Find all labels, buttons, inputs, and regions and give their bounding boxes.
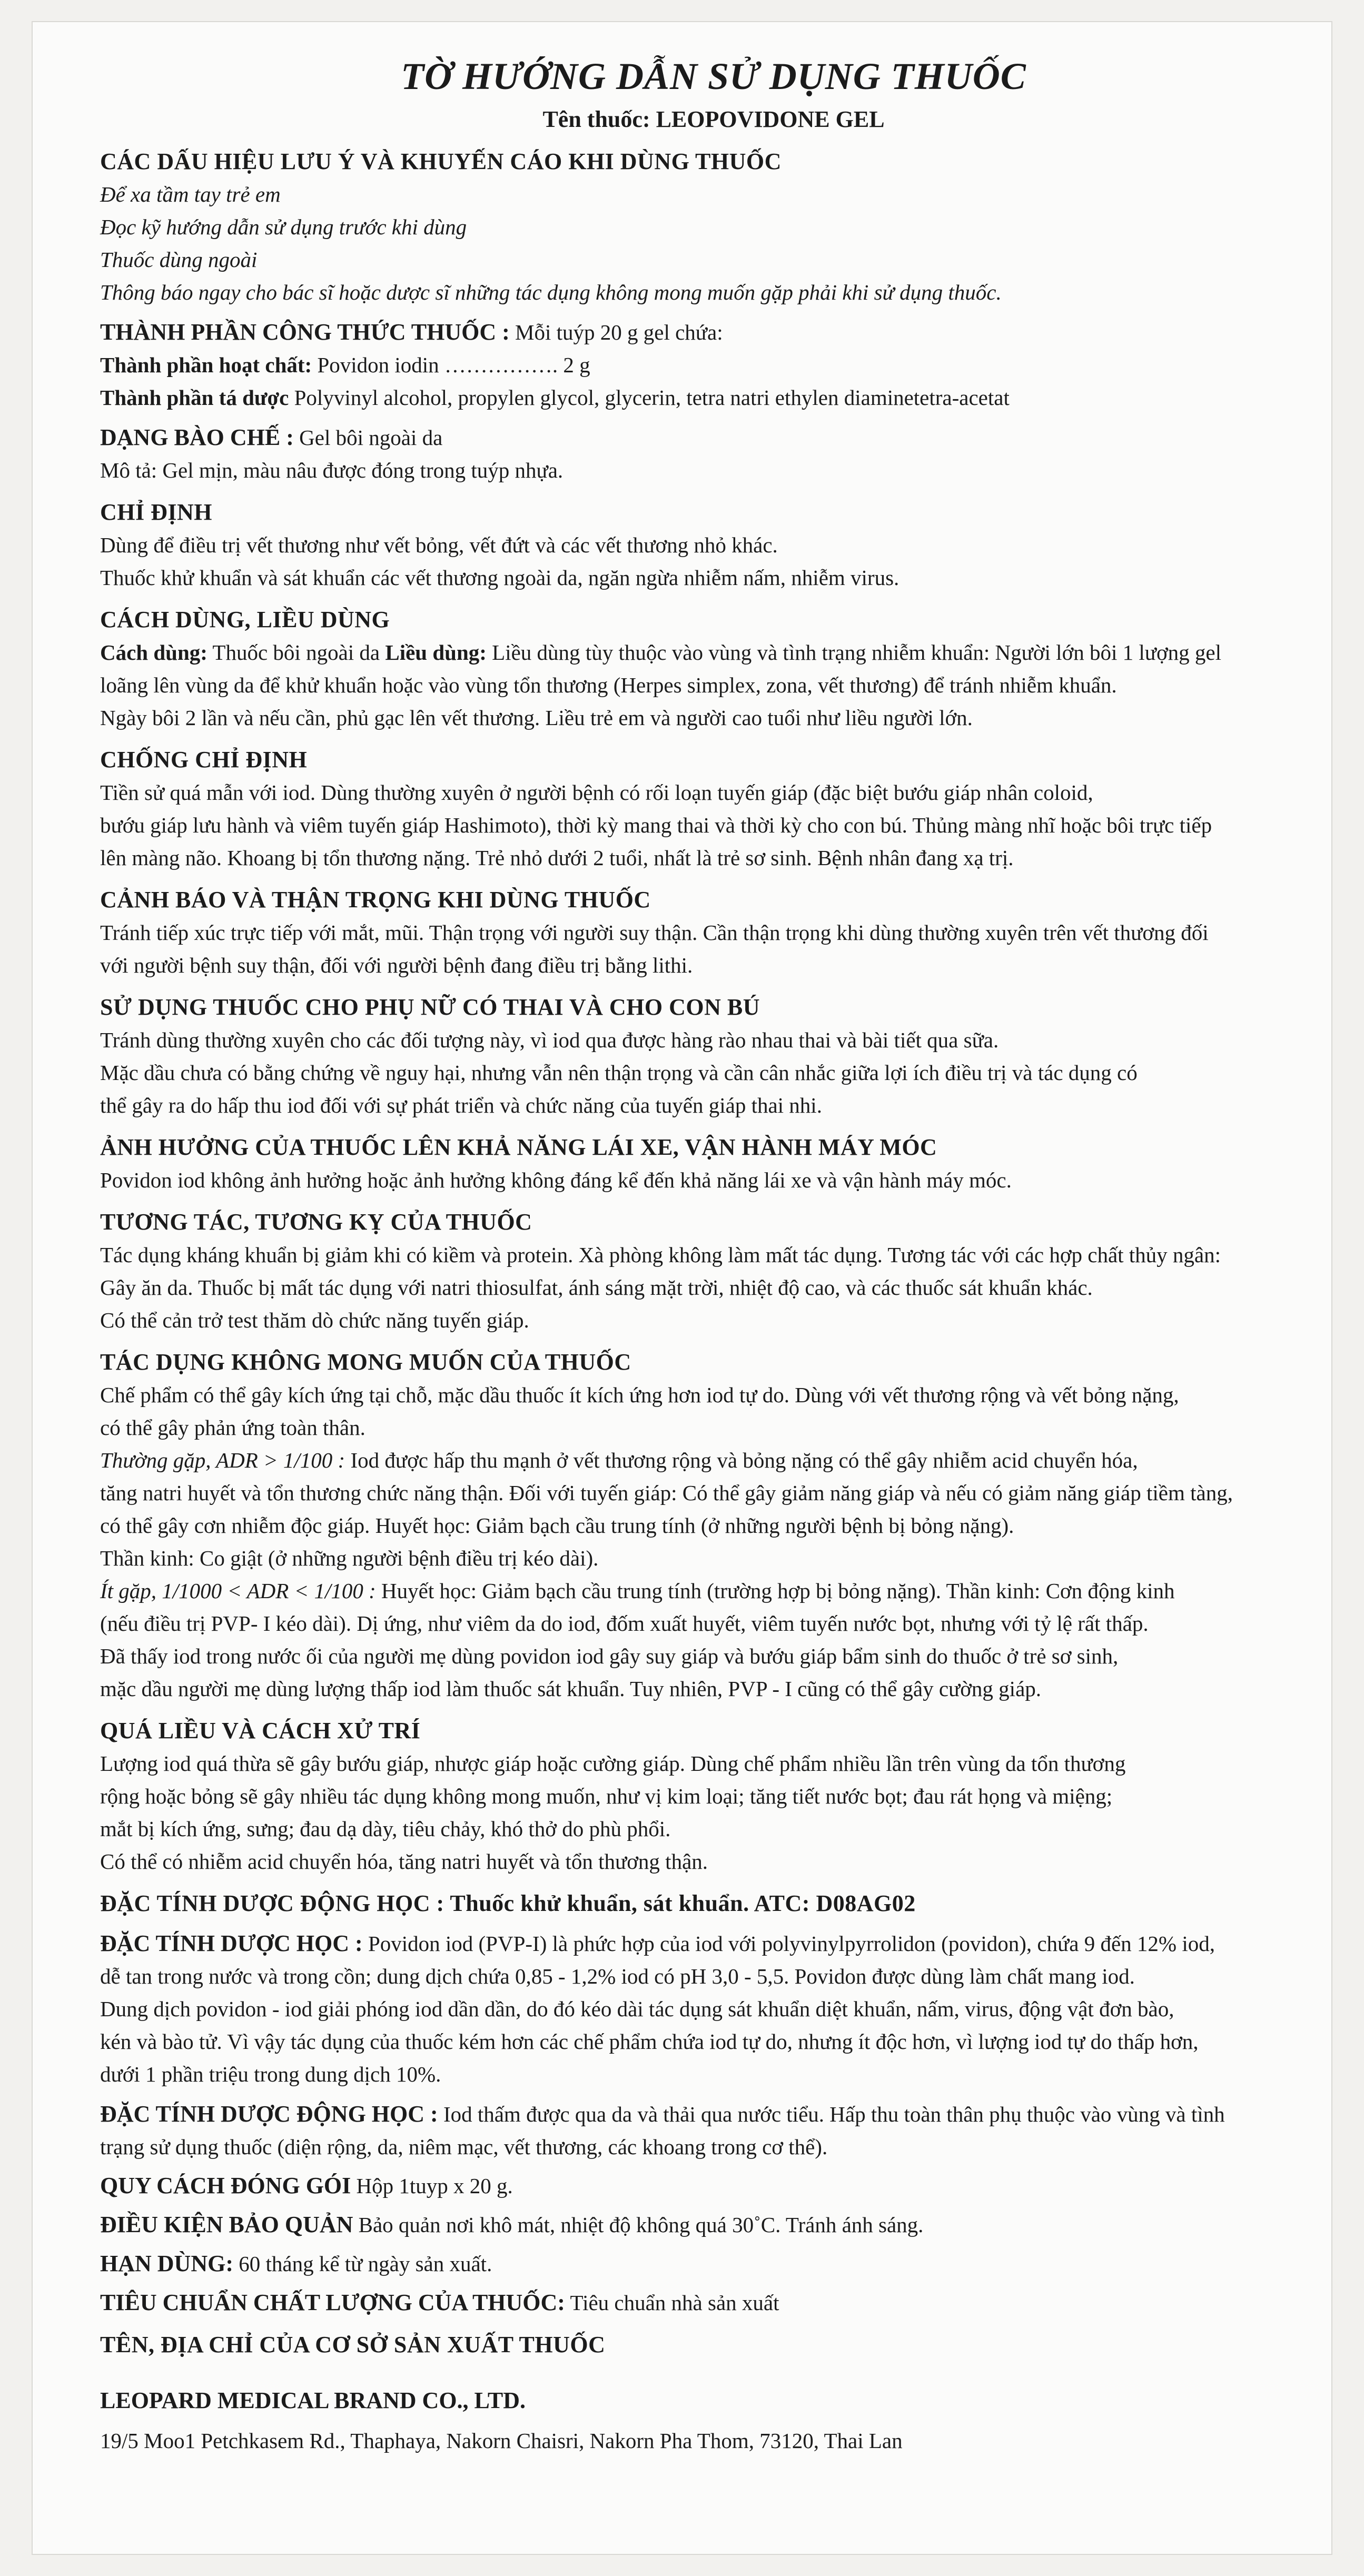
indication-line: Dùng để điều trị vết thương như vết bỏng, vết đứt và các vết thương nhỏ khác. <box>100 533 778 557</box>
section-contraindication-heading: CHỐNG CHỈ ĐỊNH <box>100 747 308 772</box>
interactions-line: Gây ăn da. Thuốc bị mất tác dụng với natri thiosulfat, ánh sáng mặt trời, nhiệt độ cao, và các thuốc sát khuẩn khác. <box>100 1275 1093 1300</box>
pregnancy-line: thể gây ra do hấp thu iod đối với sự phát triển và chức năng của tuyến giáp thai nhi. <box>100 1093 822 1117</box>
storage-text: Bảo quản nơi khô mát, nhiệt độ không quá 30˚C. Tránh ánh sáng. <box>353 2213 924 2237</box>
dose-label: Liều dùng: <box>385 640 487 665</box>
interactions-line: Có thể cản trở test thăm dò chức năng tuyến giáp. <box>100 1308 529 1332</box>
adverse-line: Thần kinh: Co giật (ở những người bệnh điều trị kéo dài). <box>100 1546 599 1570</box>
leaflet-content <box>100 42 1327 2457</box>
manufacturer-address: 19/5 Moo1 Petchkasem Rd., Thaphaya, Nakorn Chaisri, Nakorn Pha Thom, 73120, Thai Lan <box>100 2429 903 2453</box>
shelf-life-text: 60 tháng kể từ ngày sản xuất. <box>233 2252 492 2276</box>
section-driving-heading: ẢNH HƯỞNG CỦA THUỐC LÊN KHẢ NĂNG LÁI XE, VẬN HÀNH MÁY MÓC <box>100 1134 937 1160</box>
excipient-text: Polyvinyl alcohol, propylen glycol, glycerin, tetra natri ethylen diaminetetra-acetat <box>289 385 1010 410</box>
warnings-line: Thuốc dùng ngoài <box>100 247 258 272</box>
pharmacokinetics-heading: ĐẶC TÍNH DƯỢC ĐỘNG HỌC : <box>100 2101 438 2127</box>
excipient-line <box>100 381 1327 414</box>
drug-name: Tên thuốc: LEOPOVIDONE GEL <box>542 106 885 132</box>
active-ingredient-line <box>100 349 1327 381</box>
pharmacology-heading: ĐẶC TÍNH DƯỢC HỌC : <box>100 1930 363 1956</box>
overdose-line: rộng hoặc bỏng sẽ gây nhiều tác dụng không mong muốn, như vị kim loại; tăng tiết nước bọt; đau rát họng và miệng; <box>100 1784 1113 1808</box>
section-manufacturer-heading: TÊN, ĐỊA CHỈ CỦA CƠ SỞ SẢN XUẤT THUỐC <box>100 2332 606 2357</box>
excipient-label: Thành phần tá dược <box>100 385 289 410</box>
section-standard <box>100 2286 1327 2319</box>
contraindication-line: lên màng não. Khoang bị tổn thương nặng. Trẻ nhỏ dưới 2 tuổi, nhất là trẻ sơ sinh. Bệnh nhân đang xạ trị. <box>100 846 1014 870</box>
usage-label: Cách dùng: <box>100 640 207 665</box>
adverse-rare-label: Ít gặp, 1/1000 < ADR < 1/100 : <box>100 1579 376 1603</box>
section-warnings-heading: CÁC DẤU HIỆU LƯU Ý VÀ KHUYẾN CÁO KHI DÙNG THUỐC <box>100 148 782 174</box>
standard-text: Tiêu chuẩn nhà sản xuất <box>565 2291 779 2315</box>
warnings-line: Đọc kỹ hướng dẫn sử dụng trước khi dùng <box>100 215 467 239</box>
section-dosage-form <box>100 421 1327 454</box>
section-indication-heading: CHỈ ĐỊNH <box>100 499 213 525</box>
active-ingredient-text: Povidon iodin ……………. 2 g <box>312 353 590 377</box>
warnings-line: Thông báo ngay cho bác sĩ hoặc dược sĩ những tác dụng không mong muốn gặp phải khi sử dụng thuốc. <box>100 280 1002 304</box>
adverse-common-line <box>100 1444 1327 1477</box>
precautions-line: với người bệnh suy thận, đối với người bệnh đang điều trị bằng lithi. <box>100 953 693 977</box>
driving-line: Povidon iod không ảnh hưởng hoặc ảnh hưởng không đáng kể đến khả năng lái xe và vận hành máy móc. <box>100 1168 1012 1192</box>
leaflet-sheet <box>32 21 1332 2555</box>
pharmacology-line: Dung dịch povidon - iod giải phóng iod dần dần, do đó kéo dài tác dụng sát khuẩn diệt khuẩn, nấm, virus, động vật đơn bào, <box>100 1997 1174 2021</box>
composition-heading: THÀNH PHẦN CÔNG THỨC THUỐC : <box>100 319 510 345</box>
adverse-line: Đã thấy iod trong nước ối của người mẹ dùng povidon iod gây suy giáp và bướu giáp bẩm sinh do thuốc ở trẻ sơ sinh, <box>100 1644 1119 1668</box>
adverse-line: Chế phẩm có thể gây kích ứng tại chỗ, mặc dầu thuốc ít kích ứng hơn iod tự do. Dùng với vết thương rộng và vết bỏng nặng, <box>100 1383 1179 1407</box>
pharmacokinetics-heading-rest: Iod thấm được qua da và thải qua nước tiểu. Hấp thu toàn thân phụ thuộc vào vùng và tình <box>438 2102 1225 2126</box>
manufacturer-name: LEOPARD MEDICAL BRAND CO., LTD. <box>100 2387 526 2413</box>
dosage-form-heading: DẠNG BÀO CHẾ : <box>100 424 294 450</box>
adverse-line: có thể gây phản ứng toàn thân. <box>100 1415 365 1440</box>
dose-text: Liều dùng tùy thuộc vào vùng và tình trạng nhiễm khuẩn: Người lớn bôi 1 lượng gel <box>486 640 1222 665</box>
section-overdose-heading: QUÁ LIỀU VÀ CÁCH XỬ TRÍ <box>100 1718 421 1743</box>
pharmacology-heading-rest: Povidon iod (PVP-I) là phức hợp của iod với polyvinylpyrrolidon (povidon), chứa 9 đến 12% iod, <box>362 1931 1215 1956</box>
shelf-life-heading: HẠN DÙNG: <box>100 2251 233 2276</box>
section-pharmacology <box>100 1927 1327 1960</box>
warnings-line: Để xa tầm tay trẻ em <box>100 182 281 206</box>
usage-line: loãng lên vùng da để khử khuẩn hoặc vào vùng tổn thương (Herpes simplex, zona, vết thương) để tránh nhiễm khuẩn. <box>100 673 1117 697</box>
precautions-line: Tránh tiếp xúc trực tiếp với mắt, mũi. Thận trọng với người suy thận. Cần thận trọng khi dùng thường xuyên trên vết thương đối <box>100 920 1209 945</box>
section-interactions-heading: TƯƠNG TÁC, TƯƠNG KỴ CỦA THUỐC <box>100 1209 532 1235</box>
overdose-line: Có thể có nhiễm acid chuyển hóa, tăng natri huyết và tổn thương thận. <box>100 1849 708 1874</box>
adverse-common-text: Iod được hấp thu mạnh ở vết thương rộng và bỏng nặng có thể gây nhiễm acid chuyển hóa, <box>345 1448 1138 1472</box>
standard-heading: TIÊU CHUẨN CHẤT LƯỢNG CỦA THUỐC: <box>100 2290 565 2315</box>
section-adverse-heading: TÁC DỤNG KHÔNG MONG MUỐN CỦA THUỐC <box>100 1349 631 1375</box>
section-storage <box>100 2208 1327 2241</box>
usage-text: Thuốc bôi ngoài da <box>207 640 386 665</box>
adverse-rare-line <box>100 1574 1327 1607</box>
adverse-line: (nếu điều trị PVP- I kéo dài). Dị ứng, như viêm da do iod, đốm xuất huyết, viêm tuyến nước bọt, nhưng với tỷ lệ rất thấp. <box>100 1611 1149 1636</box>
pharmacology-line: kén và bào tử. Vì vậy tác dụng của thuốc kém hơn các chế phẩm chứa iod tự do, nhưng ít độc hơn, vì lượng iod tự do thấp hơn, <box>100 2029 1199 2054</box>
section-composition <box>100 316 1327 349</box>
pharmacology-line: dưới 1 phần triệu trong dung dịch 10%. <box>100 2062 441 2086</box>
section-pregnancy-heading: SỬ DỤNG THUỐC CHO PHỤ NỮ CÓ THAI VÀ CHO CON BÚ <box>100 994 760 1020</box>
section-packaging <box>100 2169 1327 2202</box>
pregnancy-line: Tránh dùng thường xuyên cho các đối tượng này, vì iod qua được hàng rào nhau thai và bài tiết qua sữa. <box>100 1028 999 1052</box>
section-shelf-life <box>100 2247 1327 2280</box>
section-precautions-heading: CẢNH BÁO VÀ THẬN TRỌNG KHI DÙNG THUỐC <box>100 887 651 913</box>
composition-heading-rest: Mỗi tuýp 20 g gel chứa: <box>509 320 723 344</box>
adverse-common-label: Thường gặp, ADR > 1/100 : <box>100 1448 345 1472</box>
section-pharmacotherapeutic-heading: ĐẶC TÍNH DƯỢC ĐỘNG HỌC : Thuốc khử khuẩn, sát khuẩn. ATC: D08AG02 <box>100 1890 916 1916</box>
dosage-form-description: Mô tả: Gel mịn, màu nâu được đóng trong tuýp nhựa. <box>100 458 564 482</box>
document-title: TỜ HƯỚNG DẪN SỬ DỤNG THUỐC <box>401 55 1026 97</box>
adverse-rare-text: Huyết học: Giảm bạch cầu trung tính (trường hợp bị bỏng nặng). Thần kinh: Cơn động kinh <box>375 1579 1175 1603</box>
interactions-line: Tác dụng kháng khuẩn bị giảm khi có kiềm và protein. Xà phòng không làm mất tác dụng. Tương tác với các hợp chất thủy ngân: <box>100 1243 1221 1267</box>
usage-first-line <box>100 636 1327 669</box>
adverse-line: tăng natri huyết và tổn thương chức năng thận. Đối với tuyến giáp: Có thể gây giảm năng giáp và nếu có giảm năng giáp tiềm tàng, <box>100 1481 1233 1505</box>
section-pharmacokinetics <box>100 2098 1327 2131</box>
storage-heading: ĐIỀU KIỆN BẢO QUẢN <box>100 2212 353 2237</box>
contraindication-line: bướu giáp lưu hành và viêm tuyến giáp Hashimoto), thời kỳ mang thai và thời kỳ cho con bú. Thủng màng nhĩ hoặc bôi trực tiếp <box>100 813 1212 837</box>
packaging-heading: QUY CÁCH ĐÓNG GÓI <box>100 2173 351 2198</box>
usage-line: Ngày bôi 2 lần và nếu cần, phủ gạc lên vết thương. Liều trẻ em và người cao tuổi như liều người lớn. <box>100 706 973 730</box>
adverse-line: mặc dầu người mẹ dùng lượng thấp iod làm thuốc sát khuẩn. Tuy nhiên, PVP - I cũng có thể gây cường giáp. <box>100 1677 1042 1701</box>
dosage-form-heading-rest: Gel bôi ngoài da <box>293 425 443 450</box>
pharmacology-line: dễ tan trong nước và trong cồn; dung dịch chứa 0,85 - 1,2% iod có pH 3,0 - 5,5. Povidon được dùng làm chất mang iod. <box>100 1964 1135 1988</box>
pregnancy-line: Mặc dầu chưa có bằng chứng về nguy hại, nhưng vẫn nên thận trọng và cần cân nhắc giữa lợi ích điều trị và tác dụng có <box>100 1061 1138 1085</box>
overdose-line: Lượng iod quá thừa sẽ gây bướu giáp, nhược giáp hoặc cường giáp. Dùng chế phẩm nhiều lần trên vùng da tổn thương <box>100 1751 1126 1776</box>
packaging-text: Hộp 1tuyp x 20 g. <box>351 2174 513 2198</box>
overdose-line: mắt bị kích ứng, sưng; đau dạ dày, tiêu chảy, khó thở do phù phổi. <box>100 1817 671 1841</box>
pharmacokinetics-line: trạng sử dụng thuốc (diện rộng, da, niêm mạc, vết thương, các khoang trong cơ thể). <box>100 2135 828 2159</box>
indication-line: Thuốc khử khuẩn và sát khuẩn các vết thương ngoài da, ngăn ngừa nhiễm nấm, nhiễm virus. <box>100 566 900 590</box>
adverse-line: có thể gây cơn nhiễm độc giáp. Huyết học: Giảm bạch cầu trung tính (ở những người bệnh bị bỏng nặng). <box>100 1513 1014 1538</box>
active-ingredient-label: Thành phần hoạt chất: <box>100 353 312 377</box>
contraindication-line: Tiền sử quá mẫn với iod. Dùng thường xuyên ở người bệnh có rối loạn tuyến giáp (đặc biệt bướu giáp nhân coloid, <box>100 780 1093 805</box>
section-usage-heading: CÁCH DÙNG, LIỀU DÙNG <box>100 607 390 632</box>
